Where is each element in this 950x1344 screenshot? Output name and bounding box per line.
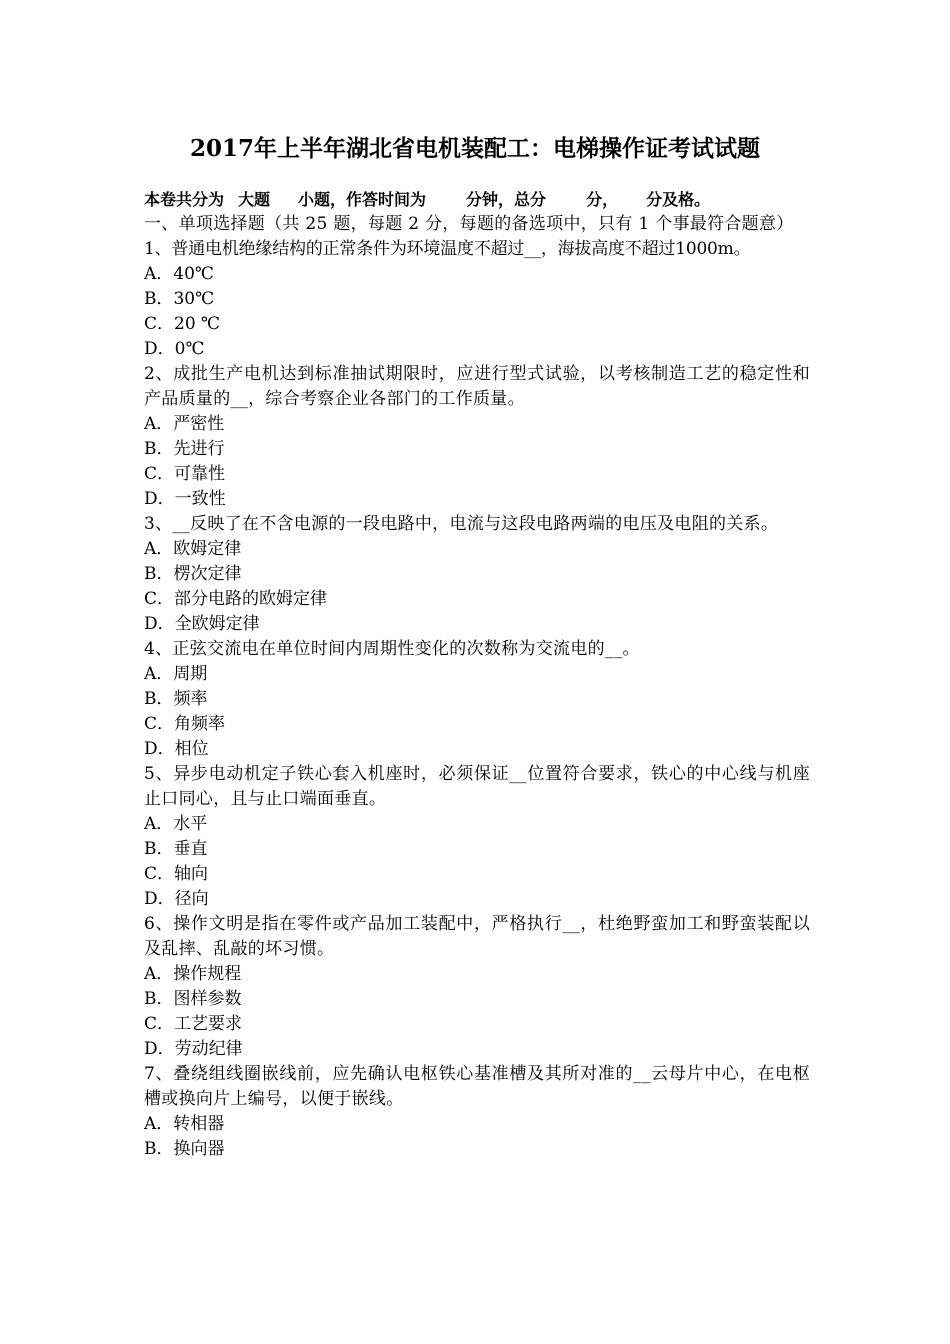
question-option: A．40℃ [144, 264, 214, 284]
intro-part-3: 小题，作答时间为 [298, 190, 427, 209]
section-heading: 一、单项选择题（共 25 题，每题 2 分，每题的备选项中，只有 1 个事最符合题意） [144, 214, 794, 234]
question-option: C．角频率 [144, 714, 226, 734]
question-stem: 5、异步电动机定子铁心套入机座时，必须保证__位置符合要求，铁心的中心线与机座止口同心，且与止口端面垂直。 [144, 764, 810, 809]
question-stem: 3、__反映了在不含电源的一段电路中，电流与这段电路两端的电压及电阻的关系。 [144, 514, 779, 534]
document-body [144, 187, 810, 1162]
question-option: C．20 ℃ [144, 314, 221, 334]
question-option: B．频率 [144, 689, 208, 709]
question-stem: 1、普通电机绝缘结构的正常条件为环境温度不超过__，海拔高度不超过1000m。 [144, 239, 751, 259]
intro-part-4: 分钟，总分 [466, 190, 547, 209]
question-option: B．换向器 [144, 1139, 225, 1159]
question-option: C．可靠性 [144, 464, 226, 484]
question-option: A．严密性 [144, 414, 225, 434]
question-option: C．部分电路的欧姆定律 [144, 589, 328, 609]
question-option: A．操作规程 [144, 964, 242, 984]
question-option: D．径向 [144, 889, 209, 909]
document-title: 2017年上半年湖北省电机装配工：电梯操作证考试试题 [189, 135, 760, 162]
question-option: C．工艺要求 [144, 1014, 243, 1034]
intro-part-1: 本卷共分为 [144, 190, 225, 209]
intro-part-5: 分， [586, 190, 619, 209]
question-option: D．劳动纪律 [144, 1039, 243, 1059]
question-stem: 4、正弦交流电在单位时间内周期性变化的次数称为交流电的__。 [144, 639, 640, 659]
question-stem: 6、操作文明是指在零件或产品加工装配中，严格执行__，杜绝野蛮加工和野蛮装配以及乱摔、乱敲的坏习惯。 [144, 914, 810, 959]
question-option: D．全欧姆定律 [144, 614, 260, 634]
question-option: B．先进行 [144, 439, 225, 459]
question-option: D．一致性 [144, 489, 226, 509]
question-option: A．周期 [144, 664, 208, 684]
exam-intro [144, 187, 810, 212]
question-stem: 2、成批生产电机达到标准抽试期限时，应进行型式试验，以考核制造工艺的稳定性和产品质量的__，综合考察企业各部门的工作质量。 [144, 364, 810, 409]
question-option: B．垂直 [144, 839, 208, 859]
question-option: C．轴向 [144, 864, 209, 884]
question-option: B．30℃ [144, 289, 215, 309]
question-option: A．水平 [144, 814, 208, 834]
question-stem: 7、叠绕组线圈嵌线前，应先确认电枢铁心基准槽及其所对准的__云母片中心，在电枢槽或换向片上编号，以便于嵌线。 [144, 1064, 810, 1109]
question-option: A．转相器 [144, 1114, 225, 1134]
intro-part-2: 大题 [238, 190, 271, 209]
question-option: A．欧姆定律 [144, 539, 242, 559]
question-option: D．相位 [144, 739, 209, 759]
question-option: B．楞次定律 [144, 564, 242, 584]
intro-part-6: 分及格。 [646, 190, 711, 209]
question-option: B．图样参数 [144, 989, 242, 1009]
question-option: D．0℃ [144, 339, 205, 359]
